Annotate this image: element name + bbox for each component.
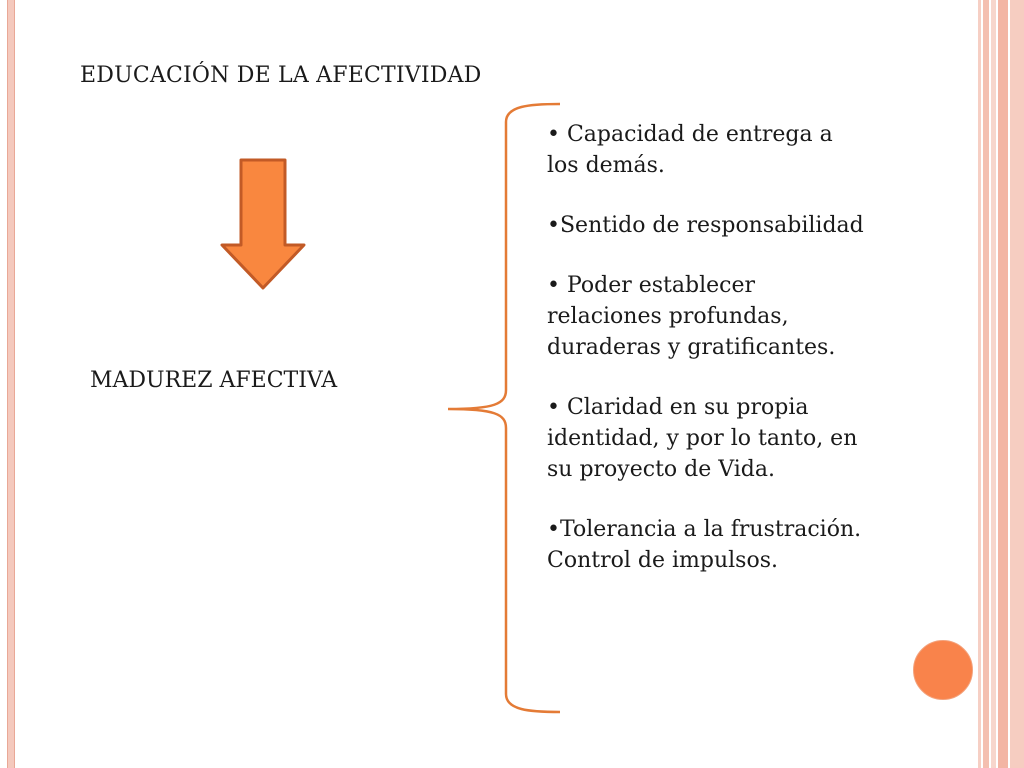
right-decorative-stripes [978,0,1024,768]
bullet-item: • Poder establecer relaciones profundas, duraderas y gratificantes. [547,273,836,360]
bullet-item: • Capacidad de entrega a los demás. [547,122,833,178]
slide-title: EDUCACIÓN DE LA AFECTIVIDAD [80,63,482,88]
bullet-item: • Claridad en su propia identidad, y por lo tanto, en su proyecto de Vida. [547,395,858,482]
madurez-afectiva-label: MADUREZ AFECTIVA [90,368,338,393]
down-arrow-icon [219,157,307,291]
bullet-item: •Tolerancia a la frustración. Control de impulsos. [547,517,862,573]
circle-icon [913,640,973,700]
bullet-item: •Sentido de responsabilidad [547,213,864,238]
left-decorative-border [7,0,15,768]
curly-brace [444,100,564,715]
bullet-list [547,119,867,605]
